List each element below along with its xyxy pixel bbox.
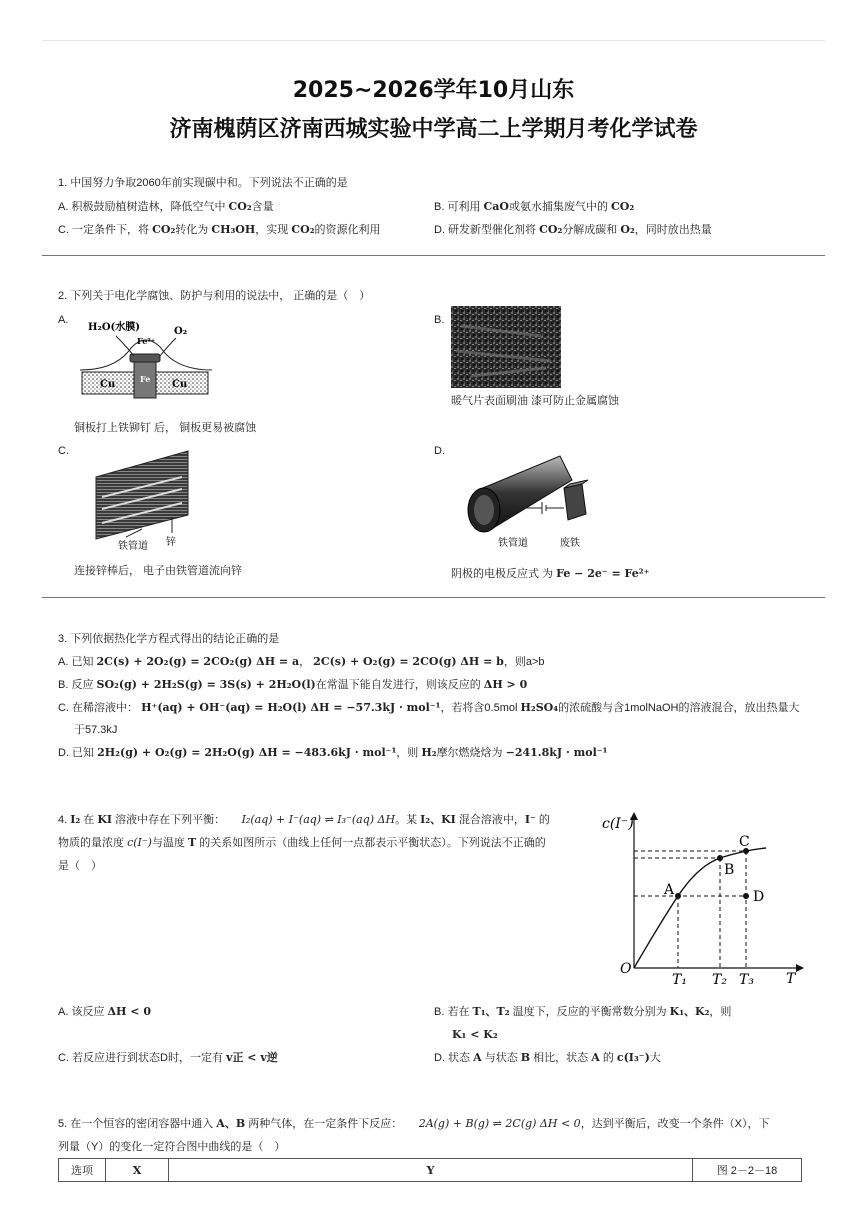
q2-fig-fe-ion-label: Fe²⁺ <box>137 336 156 346</box>
q2-fig-zinc-label: 锌 <box>166 537 176 548</box>
q5-stem-line1: 5. 在一个恒容的密闭容器中通入 A、B 两种气体，在一定条件下反应： 2A(g) + B(g) ⇌ 2C(g) ΔH < 0，达到平衡后，改变一个条件（X），下 <box>58 1117 770 1130</box>
q4-option-b-line2: K₁ < K₂ <box>452 1028 498 1041</box>
q4-option-d: D. 状态 A 与状态 B 相比，状态 A 的 c(I₃⁻)大 <box>434 1051 661 1064</box>
q2-option-c-label: C. <box>58 445 69 457</box>
graph-label-d: D <box>753 889 765 905</box>
q4-concentration-temperature-graph <box>600 808 810 990</box>
graph-label-t2: T₂ <box>712 972 727 988</box>
q3-stem: 3. 下列依据热化学方程式得出的结论正确的是 <box>58 633 280 645</box>
q3-option-d: D. 已知 2H₂(g) + O₂(g) = 2H₂O(g) ΔH = −483.6kJ · mol⁻¹，则 H₂摩尔燃烧焓为 −241.8kJ · mol⁻¹ <box>58 746 608 759</box>
q2-fig-pipe2-label: 铁管道 <box>498 538 528 549</box>
graph-y-label: c(I⁻) <box>602 816 634 832</box>
graph-label-a: A <box>664 882 675 898</box>
exam-title-line2: 济南槐荫区济南西城实验中学高二上学期月考化学试卷 <box>169 117 698 142</box>
q2-fig-pipe-label: 铁管道 <box>118 541 148 552</box>
q4-option-b: B. 若在 T₁、T₂ 温度下，反应的平衡常数分别为 K₁、K₂，则 <box>434 1005 732 1018</box>
graph-label-t1: T₁ <box>672 972 687 988</box>
table-header-option: 选项 <box>59 1159 106 1182</box>
top-divider <box>42 40 825 41</box>
graph-origin-label: O <box>620 961 632 977</box>
point-d <box>743 893 749 899</box>
q2-figure-cu-fe-rivet <box>76 318 216 406</box>
q2-stem: 2. 下列关于电化学腐蚀、防护与利用的说法中， 正确的是（ ） <box>58 290 371 302</box>
point-a <box>675 893 681 899</box>
q4-stem-line2: 物质的量浓度 c(I⁻)与温度 T 的关系如图所示（曲线上任何一点都表示平衡状态）。下列说法不正确的 <box>58 836 546 849</box>
graph-label-t3: T₃ <box>739 972 754 988</box>
q1-option-b: B. 可利用 CaO或氨水捕集废气中的 CO₂ <box>434 200 635 213</box>
point-b <box>717 855 723 861</box>
q1-stem: 1. 中国努力争取2060年前实现碳中和。下列说法不正确的是 <box>58 177 348 189</box>
q4-stem-line1: 4. I₂ 在 KI 溶液中存在下列平衡： I₂(aq) + I⁻(aq) ⇌ I₃⁻(aq) ΔH。某 I₂、KI 混合溶液中，I⁻ 的 <box>58 813 550 826</box>
divider-q1-q2 <box>42 255 825 256</box>
q4-stem-line3: 是（ ） <box>58 860 102 872</box>
graph-label-c: C <box>739 834 750 850</box>
graph-label-b: B <box>724 862 735 878</box>
q5-stem-line2: 列量（Y）的变化一定符合图中曲线的是（ ） <box>58 1141 286 1153</box>
q2-option-a-caption: 铜板打上铁铆钉 后， 铜板更易被腐蚀 <box>74 422 257 434</box>
q2-option-b-label: B. <box>434 314 445 326</box>
q2-option-d-caption: 阴极的电极反应式 为 Fe − 2e⁻ = Fe²⁺ <box>451 567 650 580</box>
q2-figure-iron-pipe-zinc <box>92 447 196 553</box>
q5-options-table <box>58 1158 802 1182</box>
q3-option-c-line2: 于57.3kJ <box>74 724 118 736</box>
divider-q2-q3 <box>42 597 825 598</box>
q2-fig-o2-label: O₂ <box>174 326 188 337</box>
q4-option-c: C. 若反应进行到状态D时，一定有 v正 < v逆 <box>58 1051 278 1064</box>
q2-option-a-label: A. <box>58 314 69 326</box>
q2-figure-radiator-photo <box>451 306 561 388</box>
q3-option-c: C. 在稀溶液中： H⁺(aq) + OH⁻(aq) = H₂O(l) ΔH = −57.3kJ · mol⁻¹，若将含0.5mol H₂SO₄的浓硫酸与含1molNaOH的溶液混合，放出热量大 <box>58 701 800 714</box>
q2-fig-cu-right-label: Cu <box>172 379 188 390</box>
q2-fig-cu-left-label: Cu <box>100 379 116 390</box>
q2-figure-pipe-scrap-iron <box>460 450 600 554</box>
exam-title-line1: 2025~2026学年10月山东 <box>292 78 575 103</box>
q4-option-a: A. 该反应 ΔH < 0 <box>58 1005 151 1018</box>
q2-option-c-caption: 连接锌棒后， 电子由铁管道流向锌 <box>74 565 243 577</box>
q1-option-c: C. 一定条件下，将 CO₂转化为 CH₃OH，实现 CO₂的资源化利用 <box>58 223 381 236</box>
q2-fig-fe-rivet-label: Fe <box>140 374 151 384</box>
q2-option-d-label: D. <box>434 445 445 457</box>
graph-x-label: T <box>786 971 796 987</box>
q2-fig-scrap-label: 废铁 <box>560 538 580 549</box>
q3-option-a: A. 已知 2C(s) + 2O₂(g) = 2CO₂(g) ΔH = a， 2C(s) + O₂(g) = 2CO(g) ΔH = b，则a>b <box>58 655 545 668</box>
q1-option-a: A. 积极鼓励植树造林，降低空气中 CO₂含量 <box>58 200 274 213</box>
table-header-row <box>59 1159 802 1182</box>
table-header-y: Y <box>169 1159 693 1182</box>
q2-option-b-caption: 暖气片表面刷油 漆可防止金属腐蚀 <box>451 395 620 407</box>
q2-fig-water-label: H₂O(水膜) <box>88 322 141 333</box>
table-header-figure: 图 2－2－18 <box>693 1159 802 1182</box>
q1-option-d: D. 研发新型催化剂将 CO₂分解成碳和 O₂，同时放出热量 <box>434 223 712 236</box>
q3-option-b: B. 反应 SO₂(g) + 2H₂S(g) = 3S(s) + 2H₂O(l)在常温下能自发进行，则该反应的 ΔH > 0 <box>58 678 528 691</box>
table-header-x: X <box>106 1159 169 1182</box>
